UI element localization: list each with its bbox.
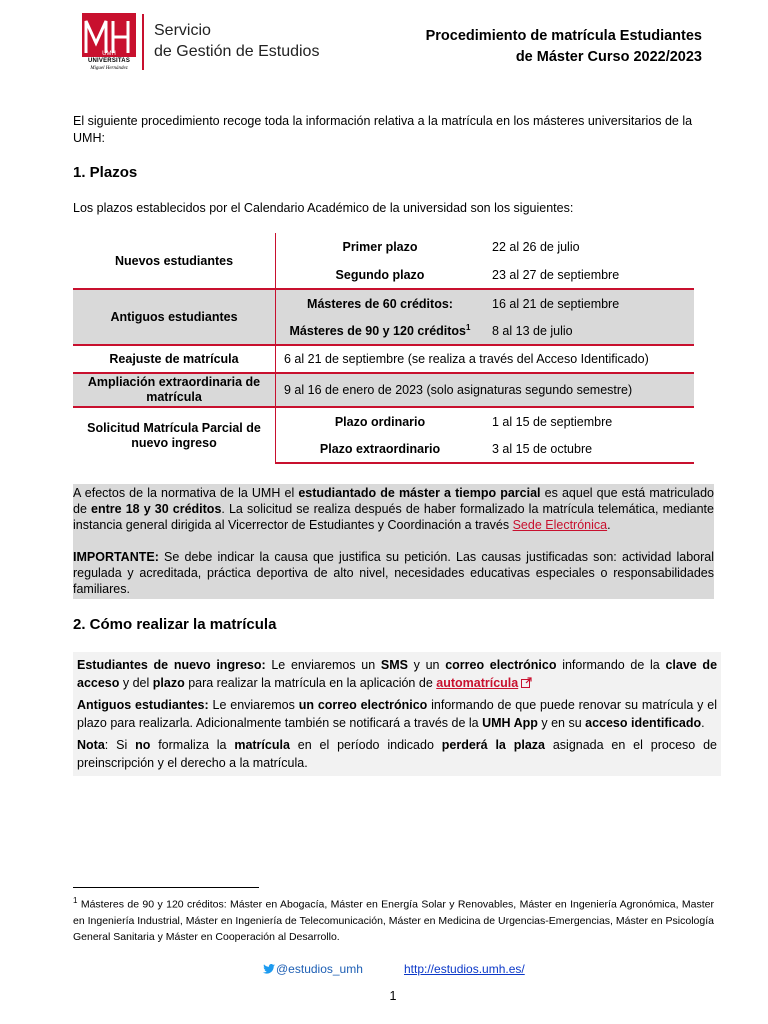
new-students-paragraph bbox=[77, 656, 717, 692]
text: : Si bbox=[104, 738, 136, 752]
footnote-text: Másteres de 90 y 120 créditos: Máster en Abogacía, Máster en Energía Solar y Renovables, Máster en Ingeniería Agronómica, Master en Ingeniería Industrial, Máster en Ingeniería de Telecomunicación, Máster en Medicina de Urgencias-Emergencias, Máster en Psicología General Sanitaria y Máster en Cooperación al Desarrollo. bbox=[73, 898, 714, 943]
text: . bbox=[701, 716, 705, 730]
bold-text: matrícula bbox=[234, 738, 290, 752]
bold-text: correo electrónico bbox=[445, 658, 557, 672]
website-link[interactable]: http://estudios.umh.es/ bbox=[404, 962, 525, 976]
bold-text: Estudiantes de nuevo ingreso: bbox=[77, 658, 266, 672]
section-2-heading: 2. Cómo realizar la matrícula bbox=[73, 616, 277, 633]
bold-text: Nota bbox=[77, 738, 105, 752]
important-label: IMPORTANTE: bbox=[73, 550, 159, 564]
service-line-1: Servicio bbox=[154, 22, 211, 39]
date-cell: 8 al 13 de julio bbox=[484, 317, 694, 345]
sede-electronica-link[interactable]: Sede Electrónica bbox=[512, 518, 608, 532]
text: asignada en el proceso de preinscripción y el derecho a la matrícula. bbox=[77, 738, 717, 770]
umh-logo-mark bbox=[82, 13, 136, 57]
row-label-reajuste: Reajuste de matrícula bbox=[73, 345, 276, 373]
sub-label: Plazo extraordinario bbox=[276, 435, 485, 463]
text: . bbox=[607, 518, 611, 532]
table-row bbox=[73, 345, 694, 373]
text: en el período indicado bbox=[289, 738, 442, 752]
footnote-ref: 1 bbox=[466, 322, 471, 332]
text: . La solicitud se realiza después de haber formalizado la matrícula telemática, mediante instancia general dirigida al Vicerrector de Estudiantes y Coordinación a través bbox=[73, 502, 714, 532]
note-paragraph bbox=[77, 736, 717, 772]
returning-students-paragraph bbox=[77, 696, 717, 732]
table-row bbox=[73, 373, 694, 407]
text: es aquel que está matriculado de bbox=[73, 486, 714, 516]
footnote-divider bbox=[73, 887, 259, 888]
page-number: 1 bbox=[389, 989, 397, 1003]
text: y en su bbox=[537, 716, 586, 730]
part-time-paragraph bbox=[73, 485, 714, 533]
text: Le enviaremos bbox=[208, 698, 299, 712]
date-cell: 23 al 27 de septiembre bbox=[492, 267, 620, 282]
title-line-1: Procedimiento de matrícula Estudiantes bbox=[425, 28, 702, 44]
important-paragraph bbox=[73, 549, 714, 597]
bold-text: estudiantado de máster a tiempo parcial bbox=[298, 486, 541, 500]
row-label-antiguos: Antiguos estudiantes bbox=[73, 289, 276, 345]
bold-text: no bbox=[135, 738, 151, 752]
bold-text: clave de acceso bbox=[77, 658, 718, 690]
service-name bbox=[154, 20, 319, 62]
sub-label bbox=[276, 317, 485, 345]
bold-text: Antiguos estudiantes: bbox=[77, 698, 209, 712]
text: formaliza la bbox=[150, 738, 235, 752]
twitter-handle-link[interactable] bbox=[263, 962, 363, 976]
text: y un bbox=[407, 658, 446, 672]
enrollment-box bbox=[73, 652, 721, 776]
bold-text: SMS bbox=[380, 658, 408, 672]
bold-text: acceso identificado bbox=[585, 716, 702, 730]
section-1-lead: Los plazos establecidos por el Calendario Académico de la universidad son los siguientes: bbox=[73, 201, 574, 215]
text: informando de que puede renovar su matrícula y el plazo para realizarla. Adicionalmente también se notificará a través de la bbox=[77, 698, 717, 730]
header-divider bbox=[142, 14, 144, 70]
umh-logo bbox=[82, 13, 136, 75]
bold-text: entre 18 y 30 créditos bbox=[91, 502, 222, 516]
footnote bbox=[73, 893, 714, 945]
logo-university: UNIVERSITAS bbox=[87, 58, 131, 64]
sub-label: Plazo ordinario bbox=[276, 407, 485, 435]
logo-name: Miguel Hernández bbox=[90, 66, 128, 71]
text: Le enviaremos un bbox=[265, 658, 381, 672]
sub-label-text: Másteres de 90 y 120 créditos bbox=[289, 324, 467, 339]
twitter-handle: @estudios_umh bbox=[276, 962, 363, 976]
date-cell: 22 al 26 de julio bbox=[492, 240, 580, 254]
text: informando de la bbox=[556, 658, 666, 672]
external-link-icon[interactable] bbox=[521, 675, 532, 686]
section-1-heading: 1. Plazos bbox=[73, 164, 138, 181]
bold-text: UMH App bbox=[482, 716, 538, 730]
logo-text: UMH bbox=[102, 51, 116, 57]
twitter-icon bbox=[263, 963, 275, 973]
sub-label: Másteres de 60 créditos: bbox=[276, 289, 485, 317]
text: Se debe indicar la causa que justifica su petición. Las causas justificadas son: actividad laboral regulada y acreditada, práctica deportiva de alto nivel, necesidades educativas especiales o responsabilidades familiares. bbox=[73, 550, 714, 596]
spacer bbox=[73, 533, 714, 549]
date-cell: 9 al 16 de enero de 2023 (solo asignaturas segundo semestre) bbox=[276, 373, 695, 407]
bold-text: un correo electrónico bbox=[298, 698, 428, 712]
table-row bbox=[73, 407, 694, 435]
row-label-ampliacion: Ampliación extraordinaria de matrícula bbox=[73, 373, 276, 407]
document-title bbox=[426, 26, 702, 68]
date-cell: 3 al 15 de octubre bbox=[484, 435, 694, 463]
text: A efectos de la normativa de la UMH el bbox=[73, 486, 299, 500]
date-cell: 1 al 15 de septiembre bbox=[484, 407, 694, 435]
automatricula-link[interactable]: automatrícula bbox=[436, 676, 519, 690]
bold-text: perderá la plaza bbox=[441, 738, 545, 752]
part-time-box bbox=[73, 484, 714, 599]
row-label-parcial: Solicitud Matrícula Parcial de nuevo ingreso bbox=[73, 407, 276, 463]
bold-text: plazo bbox=[152, 676, 185, 690]
text: y del bbox=[119, 676, 153, 690]
table-row bbox=[73, 233, 694, 261]
table-row bbox=[73, 289, 694, 317]
date-cell: 6 al 21 de septiembre (se realiza a través del Acceso Identificado) bbox=[276, 345, 695, 373]
deadlines-table bbox=[73, 233, 694, 464]
service-line-2: de Gestión de Estudios bbox=[154, 43, 320, 60]
sub-label: Primer plazo bbox=[342, 240, 418, 254]
sub-label: Segundo plazo bbox=[335, 267, 425, 282]
row-label-nuevos: Nuevos estudiantes bbox=[73, 233, 276, 289]
date-cell: 16 al 21 de septiembre bbox=[484, 289, 694, 317]
intro-paragraph: El siguiente procedimiento recoge toda la información relativa a la matrícula en los másteres universitarios de la UMH: bbox=[73, 114, 693, 145]
footnote-mark: 1 bbox=[73, 896, 78, 905]
title-line-2: de Máster Curso 2022/2023 bbox=[515, 49, 702, 65]
text: para realizar la matrícula en la aplicación de bbox=[184, 676, 437, 690]
